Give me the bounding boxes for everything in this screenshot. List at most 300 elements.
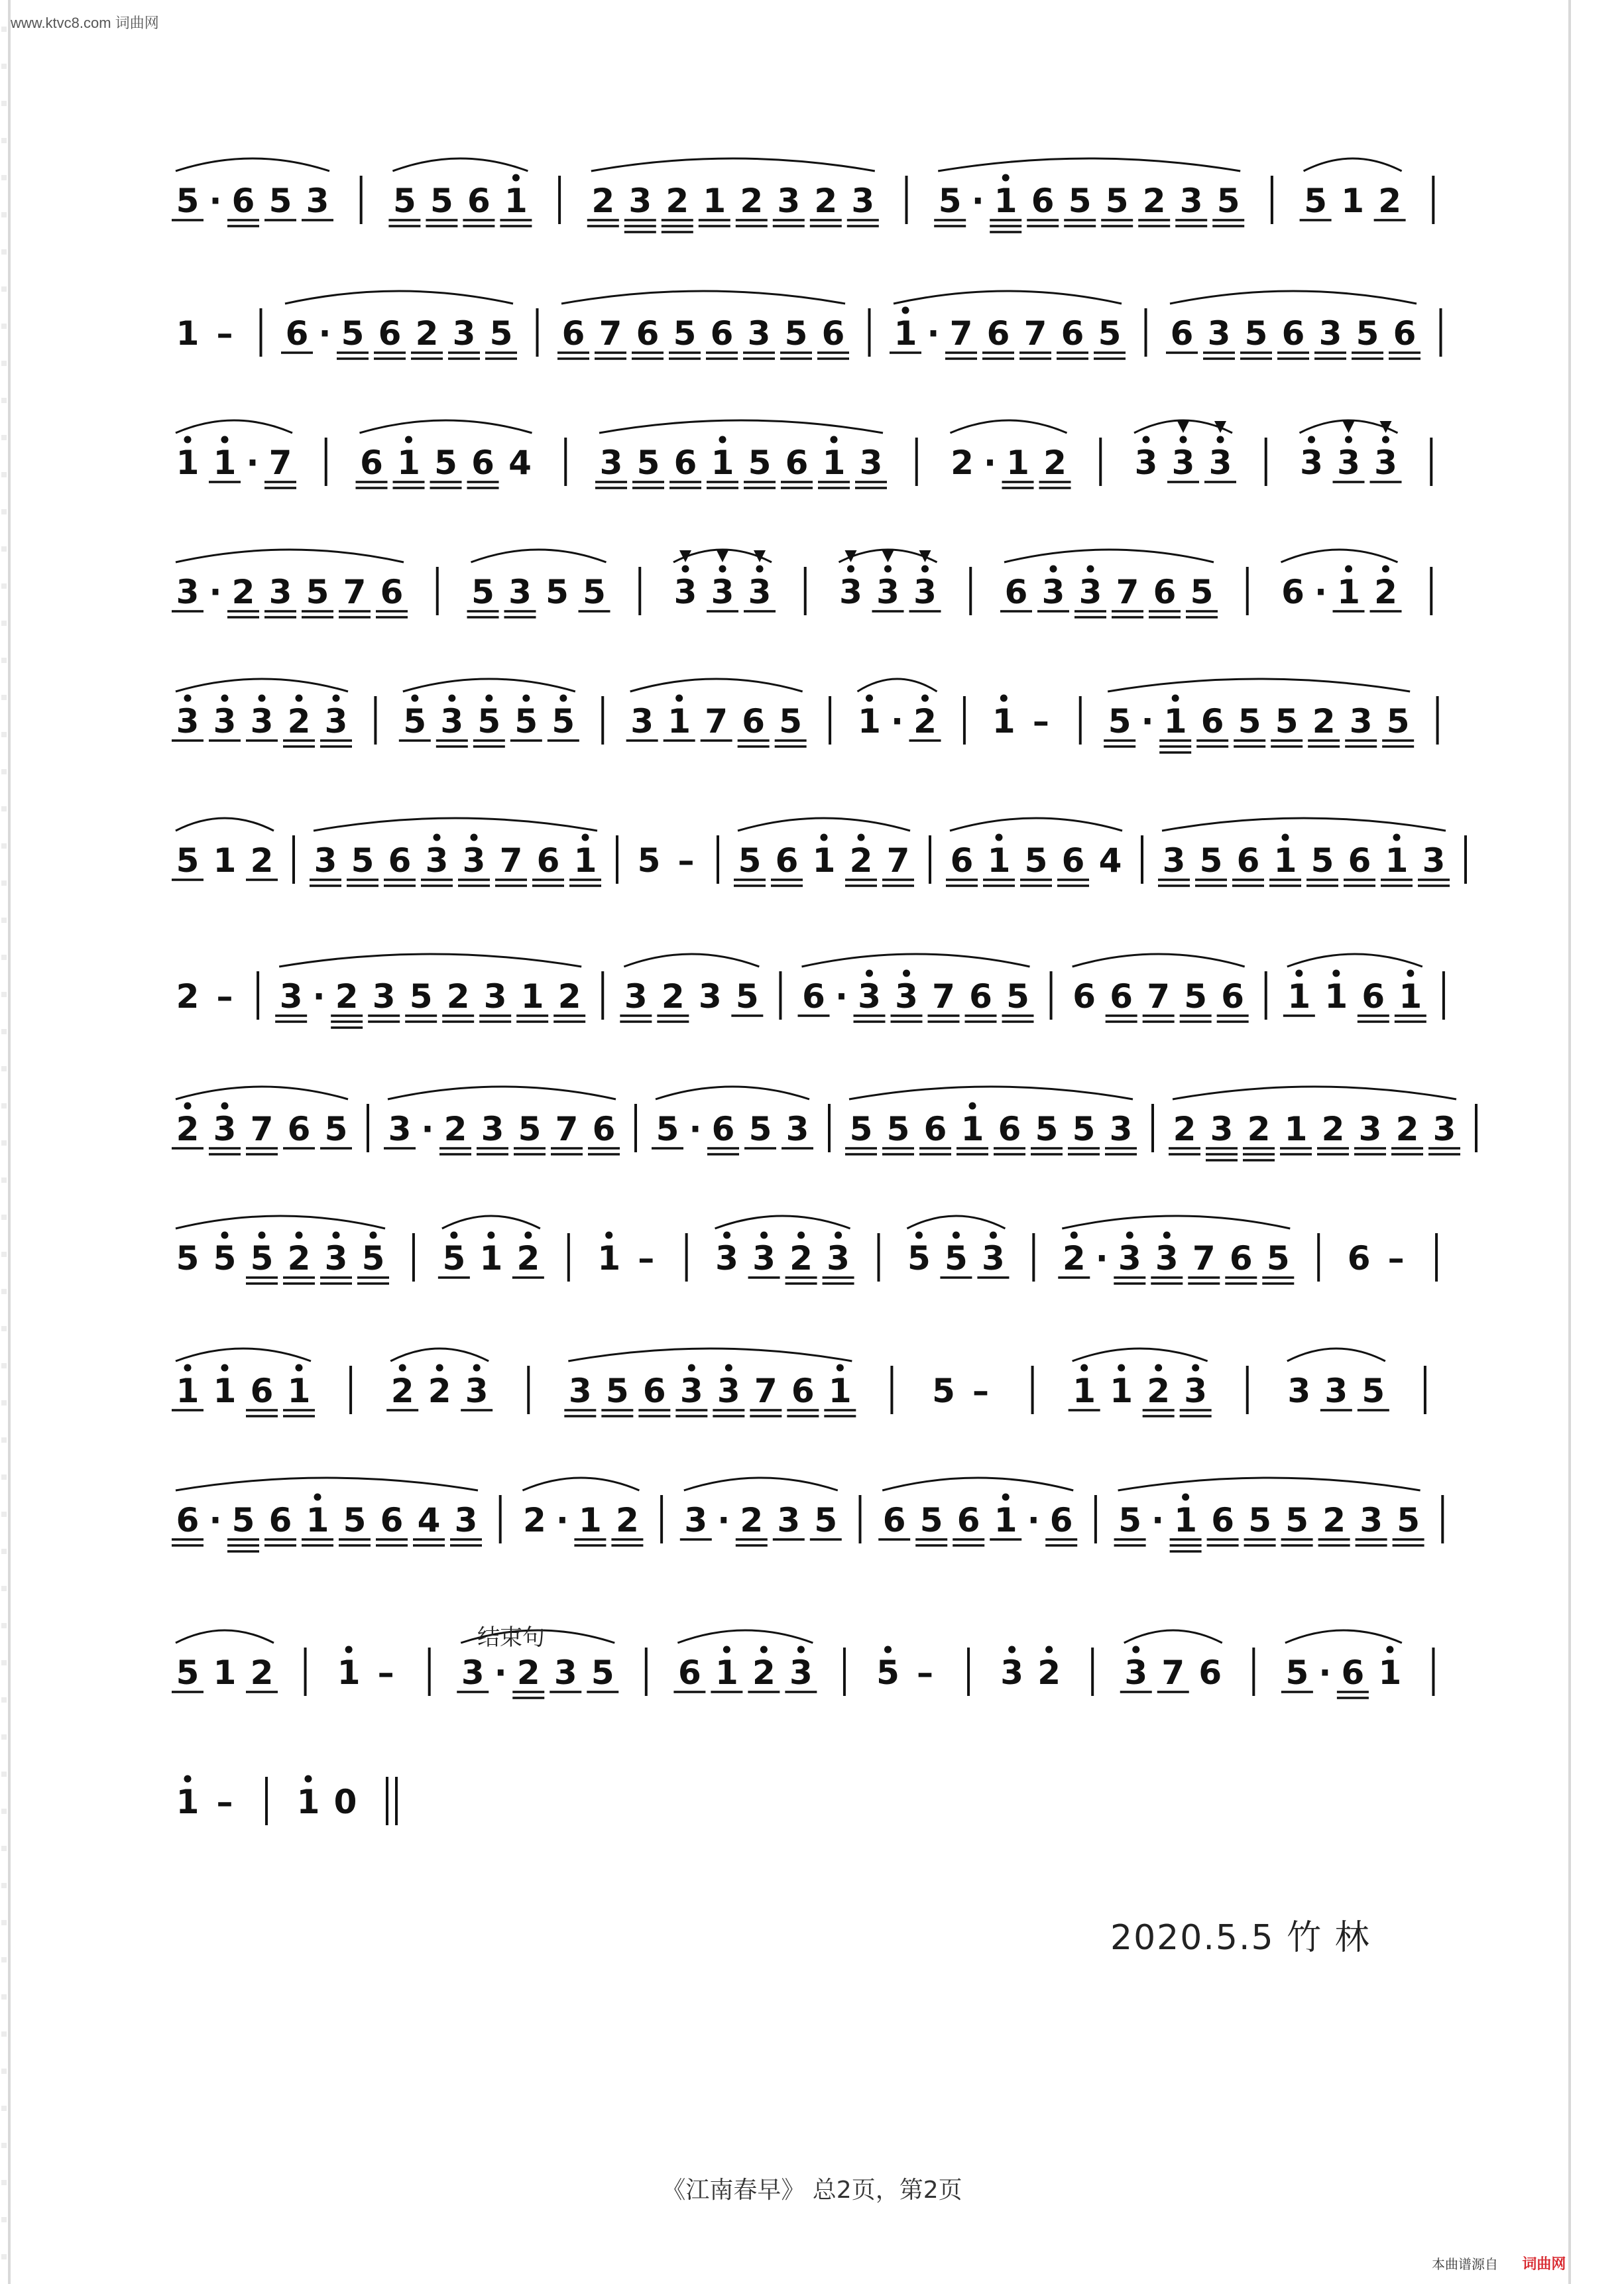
score-note: 3: [1118, 1239, 1141, 1278]
score-note: –: [216, 314, 233, 353]
octave-dot-high: [1118, 1364, 1125, 1372]
score-note: 1: [1378, 1653, 1402, 1692]
octave-dot-high: [450, 1232, 457, 1239]
score-note: 1: [1273, 841, 1297, 880]
score-note: 5: [434, 444, 457, 482]
score-note: 1: [992, 702, 1015, 741]
score-note: 2: [176, 977, 200, 1016]
side-mark: [1, 806, 7, 811]
score-note: 2: [335, 977, 359, 1016]
slur-tie: [314, 818, 597, 831]
score-note: 3: [306, 182, 329, 220]
octave-dot-high: [847, 566, 854, 573]
score-note: 6: [1348, 841, 1371, 880]
score-note: 6: [950, 841, 974, 880]
slur-tie: [176, 1216, 385, 1229]
score-note: 1: [176, 1783, 200, 1821]
side-mark: [1, 2069, 7, 2074]
score-note: 3: [599, 444, 623, 482]
score-note: 6: [775, 841, 799, 880]
score-note: 1: [573, 841, 597, 880]
score-note: 6: [1341, 1653, 1365, 1692]
score-note: 5: [945, 1239, 968, 1278]
slur-tie: [951, 420, 1067, 433]
slur-tie: [907, 1216, 1005, 1229]
slur-tie: [390, 1349, 489, 1361]
score-note: 3: [372, 977, 396, 1016]
slur-tie: [715, 1216, 850, 1229]
score-note: 6: [821, 314, 845, 353]
score-note: 6: [378, 314, 402, 353]
score-note: 6: [1061, 841, 1085, 880]
score-note: 3: [1171, 444, 1195, 482]
score-note: 1: [715, 1653, 738, 1692]
score-note: 5: [471, 573, 494, 611]
side-mark: [1, 1029, 7, 1034]
slur-tie: [624, 954, 759, 967]
octave-dot-high: [723, 1232, 730, 1239]
score-note: 2: [1173, 1110, 1196, 1148]
octave-dot-high: [221, 1103, 229, 1110]
score-note: 1: [703, 182, 726, 220]
score-note: 6: [231, 182, 255, 220]
score-note: 1: [597, 1239, 621, 1278]
octave-dot-high: [333, 695, 340, 702]
octave-dot-high: [605, 1232, 612, 1239]
score-note: ·: [984, 444, 996, 482]
octave-dot-high: [884, 566, 892, 573]
slur-tie: [1118, 1478, 1421, 1490]
side-mark: [1, 1920, 7, 1925]
score-note: ·: [209, 1501, 222, 1539]
score-note: 7: [268, 444, 292, 482]
score-note: 3: [483, 977, 507, 1016]
score-note: 1: [812, 841, 836, 880]
score-note: 2: [740, 182, 764, 220]
octave-dot-high: [1308, 436, 1315, 444]
score-note: 1: [176, 1372, 200, 1410]
octave-dot-high: [1393, 834, 1401, 841]
score-note: 6: [1211, 1501, 1234, 1539]
score-note: 3: [777, 1501, 801, 1539]
score-note: 5: [1072, 1110, 1096, 1148]
octave-dot-high: [902, 307, 909, 314]
side-mark: [1, 658, 7, 663]
score-note: ·: [835, 977, 848, 1016]
score-note: 1: [822, 444, 846, 482]
score-note: 1: [1399, 977, 1422, 1016]
score-note: 5: [1356, 314, 1379, 353]
octave-dot-high: [760, 1646, 768, 1653]
score-note: 1: [987, 841, 1011, 880]
score-note: 3: [508, 573, 532, 611]
score-note: 6: [1362, 977, 1385, 1016]
score-note: 1: [1163, 702, 1187, 741]
score-note: 3: [1207, 314, 1231, 353]
score-note: 6: [986, 314, 1010, 353]
score-note: 2: [250, 841, 274, 880]
accent-mark: [717, 550, 728, 562]
score-note: 3: [324, 1239, 348, 1278]
score-note: 3: [1162, 841, 1186, 880]
score-note: 1: [1337, 573, 1360, 611]
score-note: 6: [360, 444, 383, 482]
score-note: 2: [591, 182, 615, 220]
score-note: 6: [1110, 977, 1133, 1016]
score-note: 2: [287, 1239, 311, 1278]
score-note: 6: [1170, 314, 1194, 353]
score-note: 1: [1385, 841, 1409, 880]
score-note: 6: [1229, 1239, 1253, 1278]
octave-dot-high: [1000, 695, 1008, 702]
score-note: –: [638, 1239, 655, 1278]
score-note: 6: [1004, 573, 1028, 611]
slur-tie: [176, 679, 348, 691]
octave-dot-high: [969, 1103, 976, 1110]
score-note: 3: [1134, 444, 1158, 482]
octave-dot-high: [1143, 436, 1150, 444]
side-mark: [1, 398, 7, 403]
side-mark: [1, 324, 7, 329]
side-mark: [1, 1177, 7, 1183]
score-note: 3: [1155, 1239, 1179, 1278]
score-note: 5: [1244, 314, 1268, 353]
score-note: 6: [1347, 1239, 1371, 1278]
score-note: 3: [839, 573, 862, 611]
score-note: 3: [1210, 1110, 1234, 1148]
score-note: 5: [636, 444, 660, 482]
score-note: 3: [982, 1239, 1005, 1278]
score-note: 3: [1208, 444, 1232, 482]
score-note: 6: [1073, 977, 1096, 1016]
score-note: 2: [913, 702, 937, 741]
score-note: 3: [1360, 1501, 1383, 1539]
score-note: 5: [351, 841, 375, 880]
score-note: 5: [583, 573, 606, 611]
score-note: 3: [176, 702, 200, 741]
octave-dot-high: [184, 695, 192, 702]
score-note: 2: [951, 444, 974, 482]
octave-dot-high: [221, 1232, 229, 1239]
side-mark: [1, 1400, 7, 1406]
score-note: 2: [523, 1501, 546, 1539]
score-note: 6: [742, 702, 766, 741]
score-note: 3: [1109, 1110, 1133, 1148]
score-note: 5: [430, 182, 453, 220]
side-mark: [1, 843, 7, 849]
slur-tie: [176, 420, 292, 433]
score-note: 2: [250, 1653, 274, 1692]
score-note: 1: [176, 314, 200, 353]
octave-dot-high: [411, 695, 418, 702]
score-note: 3: [1324, 1372, 1348, 1410]
score-note: 3: [789, 1653, 813, 1692]
octave-dot-high: [1182, 1494, 1189, 1501]
score-note: 3: [715, 1239, 738, 1278]
slur-tie: [1004, 550, 1214, 562]
score-note: 2: [1147, 1372, 1171, 1410]
score-note: 5: [546, 573, 569, 611]
score-note: 6: [998, 1110, 1021, 1148]
side-mark: [1, 583, 7, 589]
side-mark: [1, 992, 7, 997]
score-note: ·: [312, 977, 325, 1016]
score-note: 5: [886, 1110, 910, 1148]
score-note: 3: [324, 702, 348, 741]
score-note: 5: [1285, 1653, 1309, 1692]
score-note: 3: [268, 573, 292, 611]
score-note: 5: [176, 1239, 200, 1278]
slur-tie: [849, 1087, 1133, 1099]
score-note: 3: [1078, 573, 1102, 611]
score-note: 5: [1275, 702, 1299, 741]
score-note: 3: [1358, 1110, 1382, 1148]
score-note: 1: [711, 444, 734, 482]
octave-dot-high: [921, 695, 929, 702]
score-note: 5: [1105, 182, 1129, 220]
score-note: 4: [1098, 841, 1122, 880]
score-note: 2: [390, 1372, 414, 1410]
score-note: 5: [442, 1239, 466, 1278]
site-header[interactable]: www.ktvc8.com 词曲网: [11, 15, 159, 31]
score-note: 1: [1324, 977, 1348, 1016]
octave-dot-high: [370, 1232, 377, 1239]
slur-tie: [176, 550, 404, 562]
score-note: 7: [1161, 1653, 1185, 1692]
slur-tie: [568, 1349, 852, 1361]
score-note: 7: [555, 1110, 579, 1148]
score-note: 5: [748, 444, 772, 482]
jianpu-score: [169, 0, 1495, 2055]
score-note: 6: [642, 1372, 666, 1410]
score-note: ·: [318, 314, 331, 353]
score-note: 5: [361, 1239, 385, 1278]
score-note: ·: [421, 1110, 434, 1148]
side-mark: [1, 2106, 7, 2111]
score-note: 5: [341, 314, 365, 353]
slur-tie: [656, 1087, 809, 1099]
score-note: 7: [1116, 573, 1139, 611]
score-note: 2: [1395, 1110, 1419, 1148]
score-note: 6: [1049, 1501, 1073, 1539]
octave-dot-high: [522, 695, 530, 702]
octave-dot-high: [1132, 1646, 1139, 1653]
side-mark: [1, 1957, 7, 1962]
side-mark: [1, 546, 7, 552]
score-note: 3: [553, 1653, 577, 1692]
score-note: 6: [380, 573, 404, 611]
score-note: 5: [938, 182, 962, 220]
score-note: 3: [425, 841, 449, 880]
slur-tie: [442, 1216, 540, 1229]
score-note: 6: [957, 1501, 980, 1539]
octave-dot-high: [314, 1494, 321, 1501]
score-note: 3: [452, 314, 476, 353]
slur-tie: [950, 818, 1122, 831]
score-note: 5: [738, 841, 762, 880]
score-note: 6: [1200, 702, 1224, 741]
brand-logo[interactable]: 词曲网: [1522, 2256, 1566, 2273]
score-note: 6: [677, 1653, 701, 1692]
accent-mark: [1343, 421, 1355, 433]
slur-tie: [630, 679, 803, 691]
score-note: 3: [1179, 182, 1203, 220]
score-note: ·: [689, 1110, 702, 1148]
score-note: 5: [551, 702, 575, 741]
score-note: 2: [446, 977, 470, 1016]
score-note: 1: [213, 1653, 237, 1692]
score-note: 6: [1198, 1653, 1222, 1692]
octave-dot-high: [953, 1232, 960, 1239]
slur-tie: [591, 158, 875, 171]
octave-dot-high: [221, 1364, 229, 1372]
octave-dot-high: [436, 1364, 443, 1372]
score-note: ·: [246, 444, 259, 482]
slur-tie: [858, 679, 937, 691]
octave-dot-high: [866, 695, 873, 702]
slur-tie: [882, 1478, 1073, 1490]
score-note: 3: [250, 702, 274, 741]
score-note: 0: [333, 1783, 357, 1821]
score-note: 5: [250, 1239, 274, 1278]
slur-tie: [677, 1630, 813, 1643]
score-note: 7: [250, 1110, 274, 1148]
score-note: 6: [471, 444, 494, 482]
brand-credit[interactable]: [1432, 2253, 1566, 2273]
octave-dot-high: [448, 695, 455, 702]
score-note: 3: [279, 977, 303, 1016]
score-note: 6: [1393, 314, 1417, 353]
octave-dot-high: [1192, 1364, 1199, 1372]
score-note: ·: [494, 1653, 507, 1692]
score-note: 2: [814, 182, 838, 220]
page-border-left: [8, 0, 11, 2284]
score-note: 3: [213, 1110, 237, 1148]
octave-dot-high: [184, 1364, 192, 1372]
octave-dot-high: [1386, 1646, 1393, 1653]
octave-dot-high: [559, 695, 567, 702]
octave-dot-high: [184, 436, 192, 444]
slur-tie: [561, 291, 845, 304]
octave-dot-high: [1345, 436, 1352, 444]
side-mark: [1, 509, 7, 514]
octave-dot-high: [221, 695, 229, 702]
side-mark: [1, 212, 7, 217]
score-note: 6: [1236, 841, 1260, 880]
score-note: 5: [919, 1501, 943, 1539]
score-note: 6: [1153, 573, 1177, 611]
octave-dot-high: [259, 695, 266, 702]
score-note: 5: [409, 977, 433, 1016]
score-note: 7: [1023, 314, 1047, 353]
score-note: 7: [1192, 1239, 1216, 1278]
slur-tie: [176, 1349, 311, 1361]
score-note: 1: [1284, 1110, 1308, 1148]
score-note: 6: [268, 1501, 292, 1539]
score-note: 1: [1006, 444, 1029, 482]
score-note: ·: [1141, 702, 1154, 741]
score-note: 3: [851, 182, 875, 220]
side-mark: [1, 1809, 7, 1814]
score-note: 6: [802, 977, 825, 1016]
score-note: 3: [858, 977, 881, 1016]
score-note: 1: [296, 1783, 320, 1821]
side-mark: [1, 880, 7, 886]
score-note: 7: [886, 841, 910, 880]
score-note: 5: [932, 1372, 955, 1410]
score-note: 3: [1300, 444, 1323, 482]
score-note: ·: [891, 702, 903, 741]
octave-dot-high: [1180, 436, 1187, 444]
octave-dot-high: [524, 1232, 532, 1239]
side-mark: [1, 1066, 7, 1071]
score-note: ·: [1318, 1653, 1332, 1692]
side-mark: [1, 1846, 7, 1851]
octave-dot-high: [1008, 1646, 1015, 1653]
octave-dot-high: [1155, 1364, 1162, 1372]
score-note: 6: [1281, 573, 1305, 611]
score-note: 6: [287, 1110, 311, 1148]
score-note: 5: [306, 573, 329, 611]
score-note: 7: [343, 573, 367, 611]
side-mark: [1, 2217, 7, 2222]
side-mark: [1, 249, 7, 255]
score-note: 6: [285, 314, 309, 353]
score-note: 3: [913, 573, 937, 611]
octave-dot-high: [835, 1232, 842, 1239]
octave-dot-high: [399, 1364, 406, 1372]
slur-tie: [176, 1478, 478, 1490]
slur-tie: [1062, 1216, 1290, 1229]
score-note: 5: [1397, 1501, 1420, 1539]
slur-tie: [1287, 1349, 1385, 1361]
octave-dot-high: [725, 1364, 732, 1372]
side-mark: [1, 101, 7, 106]
score-note: 5: [876, 1653, 899, 1692]
side-mark: [1, 1772, 7, 1777]
score-note: 1: [1287, 977, 1311, 1016]
octave-dot-high: [1126, 1232, 1133, 1239]
score-note: 1: [479, 1239, 503, 1278]
side-mark: [1, 621, 7, 626]
score-note: 2: [1142, 182, 1166, 220]
side-mark: [1, 955, 7, 960]
score-note: 3: [454, 1501, 478, 1539]
score-note: 6: [1031, 182, 1055, 220]
score-note: 6: [536, 841, 560, 880]
score-note: 3: [859, 444, 883, 482]
score-note: 3: [684, 1501, 708, 1539]
octave-dot-high: [821, 834, 828, 841]
score-note: ·: [555, 1501, 569, 1539]
octave-dot-high: [1407, 970, 1414, 977]
side-mark: [1, 1994, 7, 2000]
score-note: 2: [428, 1372, 451, 1410]
score-note: 5: [814, 1501, 838, 1539]
score-note: 2: [666, 182, 689, 220]
score-note: ·: [209, 182, 222, 220]
score-note: 1: [994, 182, 1017, 220]
score-note: 3: [1041, 573, 1065, 611]
score-note: 3: [1318, 314, 1342, 353]
score-note: 7: [599, 314, 622, 353]
side-mark: [1, 1474, 7, 1480]
score-note: 4: [508, 444, 532, 482]
score-note: 2: [557, 977, 581, 1016]
page-border-right: [1568, 0, 1571, 2284]
slur-tie: [1162, 818, 1446, 831]
score-note: 5: [1266, 1239, 1290, 1278]
